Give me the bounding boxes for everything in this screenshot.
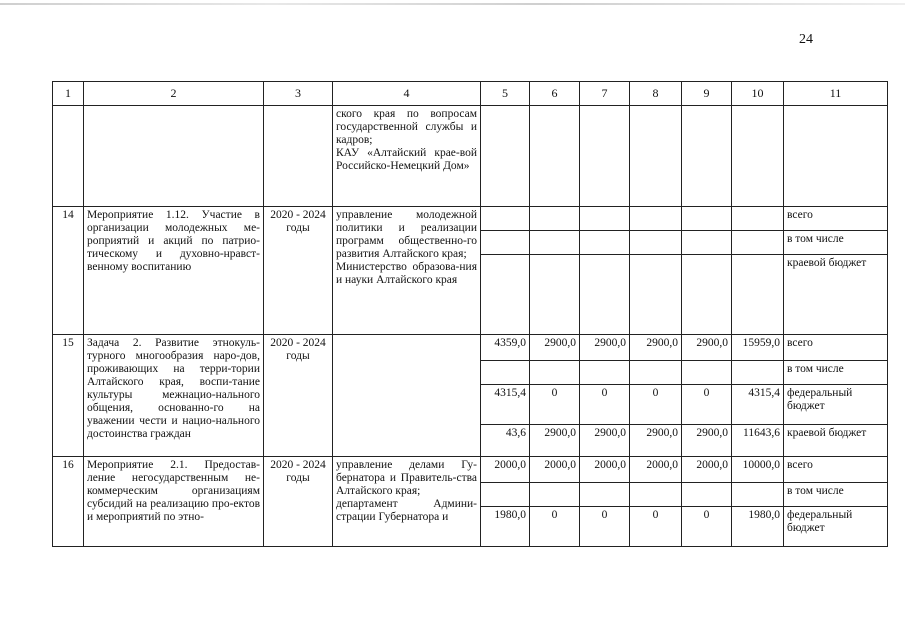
funding-source: краевой бюджет	[784, 255, 888, 335]
value-cell: 2000,0	[530, 457, 580, 483]
funding-source: в том числе	[784, 361, 888, 385]
value-cell	[630, 361, 682, 385]
value-cell: 4315,4	[732, 385, 784, 425]
responsible-cell	[333, 335, 481, 457]
value-cell: 2900,0	[530, 335, 580, 361]
table-row-continuation	[53, 106, 888, 207]
scan-edge-line	[0, 3, 905, 5]
header-cell: 1	[53, 82, 84, 106]
value-cell: 2000,0	[630, 457, 682, 483]
value-cell	[580, 483, 630, 507]
value-cell: 2900,0	[682, 335, 732, 361]
value-cell: 2900,0	[682, 425, 732, 457]
value-cell: 4315,4	[481, 385, 530, 425]
value-cell: 2900,0	[530, 425, 580, 457]
value-cell: 2000,0	[481, 457, 530, 483]
value-cell: 4359,0	[481, 335, 530, 361]
value-cell	[580, 231, 630, 255]
responsible-cell: управление молодежной политики и реализации программ общественно-го развития Алтайского края; Министерство образова-ния и науки Алтайского края	[333, 207, 481, 335]
period-cell: 2020 - 2024 годы	[264, 207, 333, 335]
value-cell: 43,6	[481, 425, 530, 457]
value-cell: 2900,0	[580, 335, 630, 361]
funding-source: всего	[784, 207, 888, 231]
funding-source: в том числе	[784, 231, 888, 255]
program-table	[52, 81, 888, 547]
table-row	[53, 207, 888, 231]
funding-source: всего	[784, 335, 888, 361]
value-cell	[481, 483, 530, 507]
value-cell	[530, 361, 580, 385]
value-cell	[732, 361, 784, 385]
value-cell	[630, 231, 682, 255]
value-cell: 0	[682, 507, 732, 547]
value-cell: 15959,0	[732, 335, 784, 361]
value-cell	[732, 255, 784, 335]
value-cell	[682, 483, 732, 507]
value-cell: 1980,0	[481, 507, 530, 547]
header-cell: 5	[481, 82, 530, 106]
activity-name: Задача 2. Развитие этнокуль-турного многообразия наро-дов, проживающих на терри-тории Алтайского края, воспи-тание культуры межнацио-нального общения, основанно-го на уважении чести и нацио-нального достоинства граждан	[84, 335, 264, 457]
value-cell	[630, 207, 682, 231]
value-cell	[530, 255, 580, 335]
period-cell: 2020 - 2024 годы	[264, 335, 333, 457]
value-cell: 2000,0	[580, 457, 630, 483]
value-cell	[682, 255, 732, 335]
activity-name: Мероприятие 2.1. Предостав-ление негосударственным не-коммерческим организациям субсидий на реализацию про-ектов и мероприятий по этно-	[84, 457, 264, 547]
value-cell: 0	[630, 385, 682, 425]
value-cell: 0	[580, 385, 630, 425]
activity-name: Мероприятие 1.12. Участие в организации молодежных ме-роприятий и акций по патрио-тическому и духовно-нравст-венному воспитанию	[84, 207, 264, 335]
header-cell: 8	[630, 82, 682, 106]
value-cell	[580, 207, 630, 231]
funding-source: в том числе	[784, 483, 888, 507]
funding-source: федеральный бюджет	[784, 507, 888, 547]
value-cell	[481, 231, 530, 255]
value-cell	[530, 483, 580, 507]
value-cell: 2900,0	[630, 425, 682, 457]
value-cell	[682, 207, 732, 231]
value-cell	[732, 207, 784, 231]
value-cell: 11643,6	[732, 425, 784, 457]
responsible-cell: управление делами Гу-бернатора и Правитель-ства Алтайского края; департамент Админи-страции Губернатора и	[333, 457, 481, 547]
value-cell: 0	[682, 385, 732, 425]
value-cell	[580, 255, 630, 335]
table-row	[53, 457, 888, 483]
value-cell: 2900,0	[580, 425, 630, 457]
header-cell: 2	[84, 82, 264, 106]
header-cell: 6	[530, 82, 580, 106]
value-cell	[530, 231, 580, 255]
value-cell: 2000,0	[682, 457, 732, 483]
value-cell	[530, 207, 580, 231]
value-cell	[682, 231, 732, 255]
value-cell: 10000,0	[732, 457, 784, 483]
period-cell: 2020 - 2024 годы	[264, 457, 333, 547]
header-cell: 4	[333, 82, 481, 106]
row-number: 15	[53, 335, 84, 457]
header-row	[53, 82, 888, 106]
responsible-cell: ского края по вопросам государственной службы и кадров; КАУ «Алтайский крае-вой Российско-Немецкий Дом»	[333, 106, 481, 207]
header-cell: 7	[580, 82, 630, 106]
row-number: 16	[53, 457, 84, 547]
funding-source: федеральный бюджет	[784, 385, 888, 425]
row-number: 14	[53, 207, 84, 335]
page-number: 24	[799, 32, 813, 47]
value-cell	[481, 207, 530, 231]
header-cell: 11	[784, 82, 888, 106]
value-cell: 0	[630, 507, 682, 547]
value-cell	[732, 231, 784, 255]
value-cell: 0	[580, 507, 630, 547]
value-cell	[580, 361, 630, 385]
header-cell: 10	[732, 82, 784, 106]
funding-source: всего	[784, 457, 888, 483]
value-cell: 0	[530, 385, 580, 425]
value-cell	[630, 255, 682, 335]
value-cell	[481, 361, 530, 385]
value-cell	[481, 255, 530, 335]
table-row	[53, 335, 888, 361]
value-cell	[630, 483, 682, 507]
header-cell: 9	[682, 82, 732, 106]
funding-source: краевой бюджет	[784, 425, 888, 457]
value-cell: 1980,0	[732, 507, 784, 547]
value-cell: 0	[530, 507, 580, 547]
value-cell	[682, 361, 732, 385]
header-cell: 3	[264, 82, 333, 106]
value-cell	[732, 483, 784, 507]
value-cell: 2900,0	[630, 335, 682, 361]
